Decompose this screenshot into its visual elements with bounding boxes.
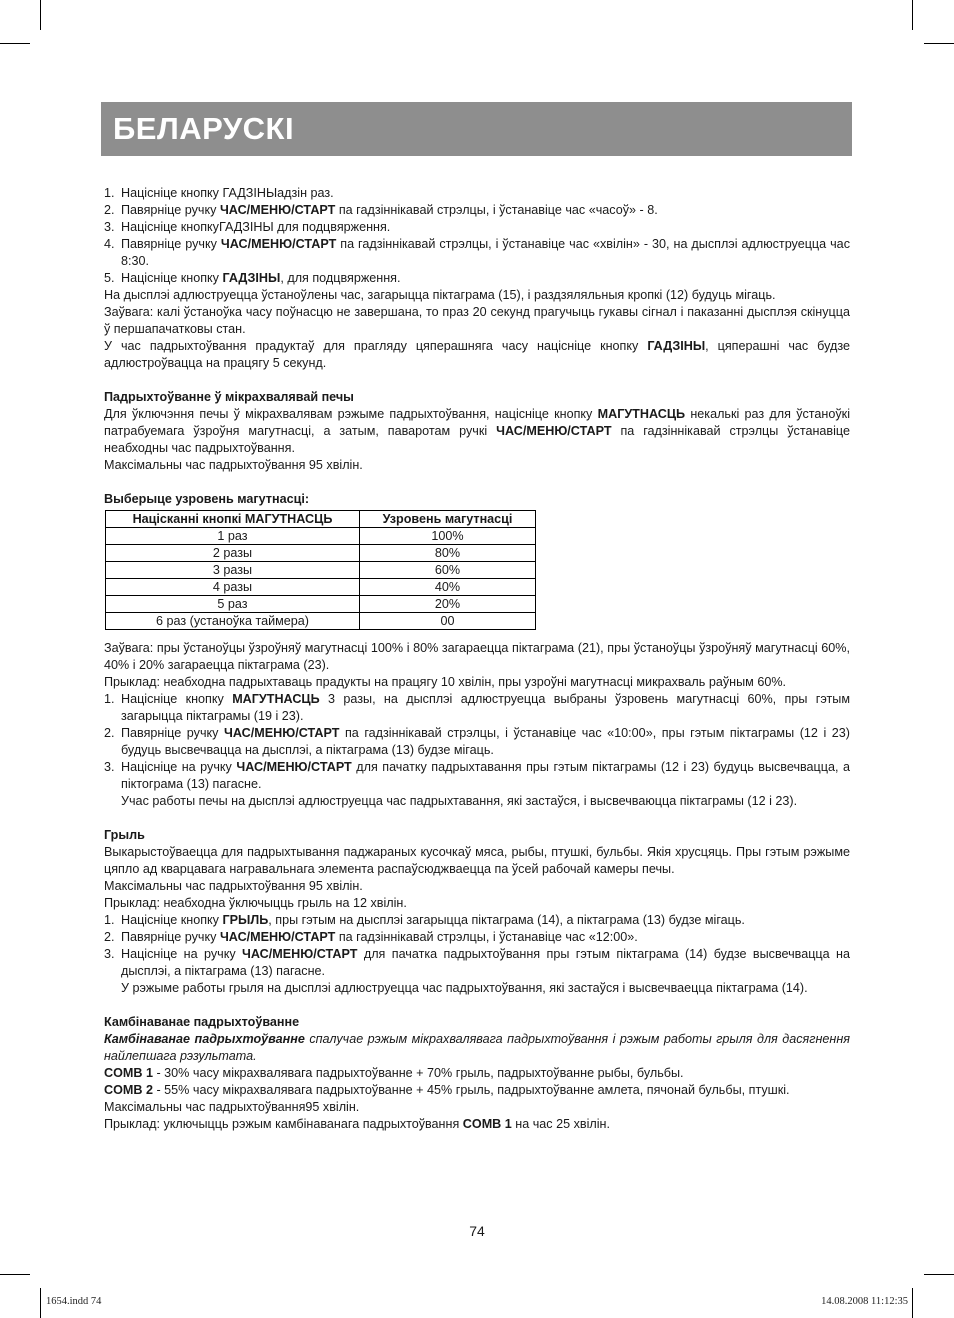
text-run: па гадзіннікавай стрэлцы, і ўстанавіце час «хвілін» - 30, на дысплэі адлюструецца час 8:30. — [121, 237, 850, 268]
crop-mark — [0, 43, 30, 44]
crop-mark — [40, 1288, 41, 1318]
text-run: Прыклад: неабходна падрыхтаваць прадукты на працягу 10 хвілін, пры узроўні магутнасці микрахваль раўным 60%. — [104, 675, 787, 689]
crop-mark — [40, 0, 41, 30]
crop-mark — [924, 43, 954, 44]
text-run: па гадзіннікавай стрэлцы, і ўстанавіце час «10:00», пры гэтым піктаграмы (12 і 23) будуць высвечвацца на дысплэі, а піктаграма (13) будзе мігаць. — [121, 726, 850, 757]
table-cell: 5 раз — [106, 596, 360, 613]
bold-term: COMB 1 — [462, 1117, 512, 1131]
table-cell: 3 разы — [106, 562, 360, 579]
text-run: Выкарыстоўваецца для падрыхтывання паджараных кусочкаў мяса, рыбы, птушкі, бульбы. Якія хрусцяць. Пры гэтым рэжыме цяпло ад кварцавага награвальнага элемента распаўсюджваецца па ўсей рабочай камеры печы. — [104, 845, 850, 876]
text-run: Націсніце кнопку — [121, 271, 223, 285]
bold-term: ГРЫЛЬ — [222, 913, 269, 927]
text-run: некалькі раз для ўстаноўкі патрабуемага ўзроўня магутнасці, а затым, паваротам ручкі — [104, 407, 850, 438]
table-cell: 20% — [360, 596, 536, 613]
microwave-heading: Падрыхтоўванне ў мікрахвалявай печы — [104, 390, 354, 404]
paragraph — [104, 1116, 850, 1133]
text-run: , для подцвярження. — [280, 271, 401, 285]
paragraph — [104, 1082, 850, 1099]
power-notes — [104, 640, 850, 691]
text-run: 3 разы, на дысплэі адлюструецца выбраны ўзровень магутнасці 60%, пры гэтым загарыцца піктаграмы (19 і 23). — [121, 692, 850, 723]
table-cell: 60% — [360, 562, 536, 579]
slug-file-info: 1654.indd 74 — [46, 1296, 102, 1307]
list-item — [104, 219, 850, 236]
paragraph — [104, 287, 850, 304]
power-level-table — [105, 510, 536, 630]
text-run: па гадзіннікавай стрэлцы, і ўстанавіце час «часоў» - 8. — [335, 203, 658, 217]
list-item — [104, 929, 850, 946]
list-item — [104, 236, 850, 270]
text-run: Націсніце кнопку — [121, 913, 223, 927]
text-run: Максімальны час падрыхтоўвання 95 хвілін. — [104, 879, 363, 893]
text-run: Павярніце ручку — [121, 237, 221, 251]
text-run: - 30% часу мікрахвалявага падрыхтоўванне + 70% грыль, падрыхтоўванне рыбы, бульбы. — [152, 1066, 684, 1080]
list-item — [104, 759, 850, 793]
text-run: Павярніце ручку — [121, 726, 225, 740]
bold-term: COMB 1 — [104, 1066, 153, 1080]
page-number: 74 — [469, 1223, 485, 1239]
table-cell: 2 разы — [106, 545, 360, 562]
bold-term: ЧАС/МЕНЮ/СТАРТ — [236, 760, 352, 774]
grill-steps — [104, 912, 850, 980]
slug-date-info: 14.08.2008 11:12:35 — [821, 1296, 908, 1307]
list-item — [104, 185, 850, 202]
text-run: - 55% часу мікрахвалявага падрыхтоўванне + 45% грыль, падрыхтоўванне амлета, пячонай бульбы, птушкі. — [152, 1083, 790, 1097]
list-number: 2. — [104, 203, 115, 217]
bold-term: ЧАС/МЕНЮ/СТАРТ — [220, 237, 337, 251]
list-item — [104, 946, 850, 980]
bold-term: ЧАС/МЕНЮ/СТАРТ — [224, 726, 340, 740]
text-run: На дысплэі адлюструецца ўстаноўлены час, загарыцца піктаграма (15), і раздзяляльныя кропкі (12) будуць мігаць. — [104, 288, 776, 302]
grill-heading: Грыль — [104, 828, 145, 842]
text-run: спалучае рэжым мікрахвалявага падрыхтоўвання і рэжым работы грыля для дасягнення найлепшага рэзультата. — [104, 1032, 850, 1063]
list-number: 1. — [104, 913, 115, 927]
combi-paragraphs — [104, 1031, 850, 1133]
document-body — [104, 185, 850, 1133]
table-row — [106, 596, 536, 613]
crop-mark — [912, 0, 913, 30]
table-row — [106, 562, 536, 579]
table-cell: 100% — [360, 528, 536, 545]
text-run: Прыклад: уключыцць рэжым камбінаванага падрыхтоўвання — [104, 1117, 463, 1131]
paragraph — [104, 878, 850, 895]
list-number: 3. — [104, 760, 115, 774]
list-number: 4. — [104, 237, 115, 251]
text-run: , пры гэтым на дысплэі загарыцца піктаграма (14), а піктаграма (13) будзе мігаць. — [268, 913, 745, 927]
list-number: 2. — [104, 930, 115, 944]
text-run: Павярніце ручку — [121, 930, 220, 944]
list-item — [104, 691, 850, 725]
paragraph — [104, 640, 850, 674]
text-run: на час 25 хвілін. — [511, 1117, 610, 1131]
paragraph — [104, 457, 850, 474]
text-run: па гадзіннікавай стрэлцы ўстанавіце неабходны час падрыхтоўвання. — [104, 424, 850, 455]
text-run: Максімальны час падрыхтоўвання95 хвілін. — [104, 1100, 360, 1114]
column-header: Націсканні кнопкі МАГУТНАСЦЬ — [106, 511, 360, 528]
table-row — [106, 528, 536, 545]
column-header: Узровень магутнасці — [360, 511, 536, 528]
list-item — [104, 202, 850, 219]
language-header — [101, 102, 852, 156]
text-run: Націсніце кнопку — [121, 692, 233, 706]
text-run: Націсніце на ручку — [121, 947, 243, 961]
bold-term: ЧАС/МЕНЮ/СТАРТ — [219, 203, 336, 217]
list-item — [104, 725, 850, 759]
text-run: Націсніце кнопку ГАДЗІНЫадзін раз. — [121, 186, 334, 200]
power-steps — [104, 691, 850, 793]
page-title: БЕЛАРУСКІ — [113, 111, 295, 146]
text-run: Націсніце на ручку — [121, 760, 237, 774]
text-run: Націсніце кнопкуГАДЗІНЫ для подцвярження. — [121, 220, 391, 234]
table-cell: 80% — [360, 545, 536, 562]
list-number: 1. — [104, 186, 115, 200]
table-cell: 00 — [360, 613, 536, 630]
text-run: Павярніце ручку — [121, 203, 220, 217]
table-row — [106, 579, 536, 596]
list-number: 5. — [104, 271, 115, 285]
bold-term: ГАДЗІНЫ — [647, 339, 706, 353]
text-run: Максімальны час падрыхтоўвання 95 хвілін. — [104, 458, 363, 472]
table-cell: 40% — [360, 579, 536, 596]
paragraph — [104, 406, 850, 457]
bold-term: ЧАС/МЕНЮ/СТАРТ — [219, 930, 336, 944]
bold-term: Камбінаванае падрыхтоўванне — [104, 1032, 305, 1046]
table-header-row — [106, 511, 536, 528]
table-row — [106, 613, 536, 630]
text-run: па гадзіннікавай стрэлцы, і ўстанавіце час «12:00». — [335, 930, 638, 944]
paragraph — [104, 1031, 850, 1065]
paragraph — [104, 304, 850, 338]
text-run: Прыклад: неабходна ўключыцць грыль на 12 хвілін. — [104, 896, 407, 910]
paragraph — [104, 895, 850, 912]
paragraph — [104, 844, 850, 878]
list-number: 2. — [104, 726, 115, 740]
text-run: Заўвага: калі ўстаноўка часу поўнасцю не завершана, то праз 20 секунд прагучыць гукавы сігнал і паказанні дысплэя скінуцца ў першапачатковы стан. — [104, 305, 850, 336]
list-item — [104, 912, 850, 929]
crop-mark — [912, 1288, 913, 1318]
crop-mark — [924, 1274, 954, 1275]
list-item — [104, 270, 850, 287]
grill-paragraphs — [104, 844, 850, 912]
text-run: Для ўключэння печы ў мікрахвалявам рэжыме падрыхтоўвання, націсніце кнопку — [104, 407, 598, 421]
bold-term: COMB 2 — [104, 1083, 153, 1097]
text-run: для пачатку падрыхтавання пры гэтым піктаграмы (12 і 23) будуць высвечвацца, а піктограма (13) пагасне. — [121, 760, 850, 791]
table-cell: 1 раз — [106, 528, 360, 545]
crop-mark — [0, 1274, 30, 1275]
text-run: , цяперашні час будзе адлюстроўвацца на працягу 5 секунд. — [104, 339, 850, 370]
combi-heading: Камбінаванае падрыхтоўванне — [104, 1015, 300, 1029]
text-run: для пачатка падрыхтоўвання пры гэтым піктаграма (14) будзе высвечвацца на дысплэі, а піктаграма (13) пагасне. — [121, 947, 850, 978]
intro-steps — [104, 185, 850, 287]
bold-term: ЧАС/МЕНЮ/СТАРТ — [496, 424, 612, 438]
bold-term: ГАДЗІНЫ — [222, 271, 281, 285]
text-run: Заўвага: пры ўстаноўцы ўзроўняў магутнасці 100% і 80% загараецца піктаграма (21), пры ўстаноўцы ўзроўняў магутнасці 60%, 40% і 20% загараецца піктаграма (23). — [104, 641, 850, 672]
bold-term: МАГУТНАСЦЬ — [597, 407, 686, 421]
intro-paragraphs — [104, 287, 850, 372]
power-table-heading: Выберыце узровень магутнасці: — [104, 492, 310, 506]
grill-after-note: У рэжыме работы грыля на дысплэі адлюструецца час падрыхтоўвання, які застаўся і высвечваецца піктаграма (14). — [121, 981, 808, 995]
text-run: У час падрыхтоўвання прадуктаў для прагляду цяперашняга часу націсніце кнопку — [104, 339, 648, 353]
paragraph — [104, 338, 850, 372]
paragraph — [104, 1099, 850, 1116]
table-cell: 6 раз (устаноўка таймера) — [106, 613, 360, 630]
list-number: 3. — [104, 220, 115, 234]
power-after-note: Учас работы печы на дысплэі адлюструецца час падрыхтавання, які застаўся, і высвечваюцца піктаграмы (12 і 23). — [121, 794, 798, 808]
paragraph — [104, 1065, 850, 1082]
microwave-paragraphs — [104, 406, 850, 474]
table-row — [106, 545, 536, 562]
bold-term: МАГУТНАСЦЬ — [232, 692, 320, 706]
list-number: 1. — [104, 692, 115, 706]
bold-term: ЧАС/МЕНЮ/СТАРТ — [242, 947, 358, 961]
table-cell: 4 разы — [106, 579, 360, 596]
list-number: 3. — [104, 947, 115, 961]
paragraph — [104, 674, 850, 691]
